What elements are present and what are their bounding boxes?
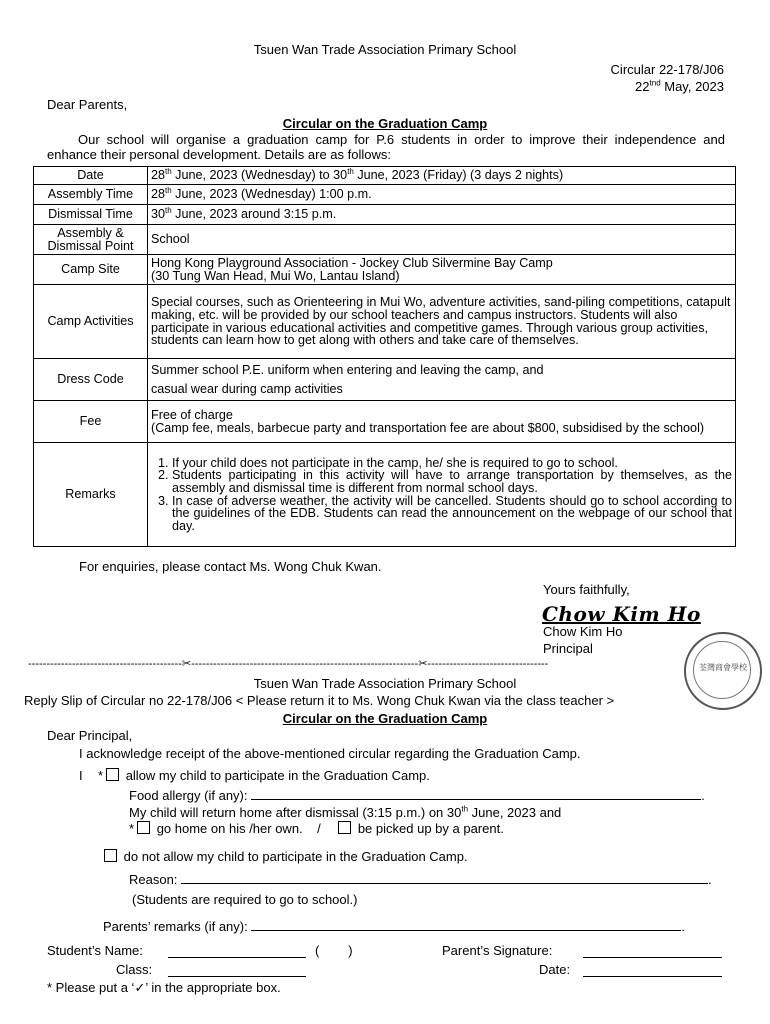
return-home-text: My child will return home after dismissal (3:15 p.m.) on 30th June, 2023 and bbox=[129, 804, 562, 820]
required-note: (Students are required to go to school.) bbox=[132, 892, 358, 907]
remark-item: 3. In case of adverse weather, the activity will be cancelled. Students should go to school according to the guidelines of the EDB. Students can read the announcement on the webpage of our school that day. bbox=[172, 495, 732, 533]
food-allergy-field[interactable] bbox=[251, 799, 701, 800]
i-label: I bbox=[79, 768, 83, 783]
reply-school-name: Tsuen Wan Trade Association Primary School bbox=[253, 676, 517, 691]
go-home-checkbox[interactable] bbox=[137, 821, 150, 834]
parents-remarks-field[interactable] bbox=[251, 930, 681, 931]
picked-up-checkbox[interactable] bbox=[338, 821, 351, 834]
reply-salutation: Dear Principal, bbox=[47, 728, 133, 743]
reason-row: Reason: . bbox=[129, 872, 712, 887]
remark-item: 1. If your child does not participate in the camp, he/ she is required to go to school. bbox=[172, 457, 732, 470]
salutation: Dear Parents, bbox=[47, 97, 128, 112]
table-row bbox=[34, 225, 736, 255]
assembly-time-value: 28th June, 2023 (Wednesday) 1:00 p.m. bbox=[148, 185, 736, 205]
table-row bbox=[34, 401, 736, 443]
assembly-point-label: Assembly & Dismissal Point bbox=[34, 225, 148, 255]
not-allow-checkbox[interactable] bbox=[104, 849, 117, 862]
class-field[interactable] bbox=[168, 976, 306, 977]
fee-value: Free of charge (Camp fee, meals, barbecue party and transportation fee are about $800, subsidised by the school) bbox=[148, 401, 736, 443]
class-number-paren: ( ) bbox=[315, 943, 353, 958]
table-row bbox=[34, 167, 736, 185]
not-allow-option: do not allow my child to participate in the Graduation Camp. bbox=[101, 849, 468, 864]
circular-date: $22^{tnd}$ May, 2023 bbox=[635, 78, 724, 94]
enquiry-text: For enquiries, please contact Ms. Wong Chuk Kwan. bbox=[79, 559, 382, 574]
dress-code-label: Dress Code bbox=[34, 359, 148, 401]
camp-site-value: Hong Kong Playground Association - Jockey Club Silvermine Bay Camp (30 Tung Wan Head, Mui Wo, Lantau Island) bbox=[148, 255, 736, 285]
date-label: Date bbox=[34, 167, 148, 185]
parent-signature-label: Parent’s Signature: bbox=[442, 943, 553, 958]
remark-item: 2. Students participating in this activity will have to arrange transportation by themselves, as the assembly and dismissal time is different from normal school days. bbox=[172, 469, 732, 494]
assembly-time-label: Assembly Time bbox=[34, 185, 148, 205]
camp-activities-label: Camp Activities bbox=[34, 285, 148, 359]
table-row bbox=[34, 205, 736, 225]
details-table bbox=[33, 166, 736, 547]
principal-signature: Chow Kim Ho bbox=[542, 602, 701, 626]
signer-title: Principal bbox=[543, 641, 593, 656]
student-name-label: Student’s Name: bbox=[47, 943, 143, 958]
parents-remarks-row: Parents’ remarks (if any): . bbox=[103, 919, 685, 934]
camp-site-label: Camp Site bbox=[34, 255, 148, 285]
date-field[interactable] bbox=[583, 976, 722, 977]
fee-label: Fee bbox=[34, 401, 148, 443]
circular-number: Circular 22-178/J06 bbox=[610, 62, 724, 77]
dismissal-time-label: Dismissal Time bbox=[34, 205, 148, 225]
reason-field[interactable] bbox=[181, 883, 708, 884]
acknowledge-text: I acknowledge receipt of the above-mentioned circular regarding the Graduation Camp. bbox=[79, 746, 581, 761]
school-name: Tsuen Wan Trade Association Primary School bbox=[253, 42, 517, 57]
class-label: Class: bbox=[116, 962, 153, 977]
school-stamp: 荃灣商會學校 bbox=[684, 632, 762, 710]
remarks-label: Remarks bbox=[34, 443, 148, 547]
camp-activities-value: Special courses, such as Orienteering in Mui Wo, adventure activities, sand-piling competitions, catapult making, etc. will be provided by our school teachers and campus instructors. Students will also participate in various educational activities and competitive games. Through various group activities, students can learn how to get along with others and take care of themselves. bbox=[148, 285, 736, 359]
table-row bbox=[34, 185, 736, 205]
date-value: 28th June, 2023 (Wednesday) to 30th June, 2023 (Friday) (3 days 2 nights) bbox=[148, 167, 736, 185]
dress-code-value: Summer school P.E. uniform when entering and leaving the camp, and casual wear during camp activities bbox=[148, 359, 736, 401]
circular-title: Circular on the Graduation Camp bbox=[282, 116, 488, 131]
date-label: Date: bbox=[539, 962, 571, 977]
table-row bbox=[34, 443, 736, 547]
return-options: * go home on his /her own. / be picked up by a parent. bbox=[129, 821, 504, 836]
table-row bbox=[34, 255, 736, 285]
allow-option: * allow my child to participate in the Graduation Camp. bbox=[98, 768, 430, 783]
footnote: * Please put a ‘✓’ in the appropriate box. bbox=[47, 980, 281, 995]
reply-title: Circular on the Graduation Camp bbox=[282, 711, 488, 726]
dismissal-time-value: 30th June, 2023 around 3:15 p.m. bbox=[148, 205, 736, 225]
parent-signature-field[interactable] bbox=[583, 957, 722, 958]
food-allergy-row: Food allergy (if any): . bbox=[129, 788, 705, 803]
intro-paragraph: Our school will organise a graduation camp for P.6 students in order to improve their independence and enhance their personal development. Details are as follows: bbox=[47, 132, 725, 162]
cut-line: ------------------------------------------✂--------------------------------------------------------------✂--------------------------------- bbox=[28, 658, 549, 670]
scissors-icon: ✂ bbox=[418, 658, 428, 670]
table-row bbox=[34, 285, 736, 359]
table-row bbox=[34, 359, 736, 401]
assembly-point-value: School bbox=[148, 225, 736, 255]
scissors-icon: ✂ bbox=[181, 658, 192, 670]
reply-instruction: Reply Slip of Circular no 22-178/J06 < Please return it to Ms. Wong Chuk Kwan via the class teacher > bbox=[24, 693, 615, 708]
allow-checkbox[interactable] bbox=[106, 768, 119, 781]
student-name-field[interactable] bbox=[168, 957, 306, 958]
closing: Yours faithfully, bbox=[543, 582, 630, 597]
remarks-value bbox=[148, 443, 736, 547]
signer-name: Chow Kim Ho bbox=[543, 624, 623, 639]
